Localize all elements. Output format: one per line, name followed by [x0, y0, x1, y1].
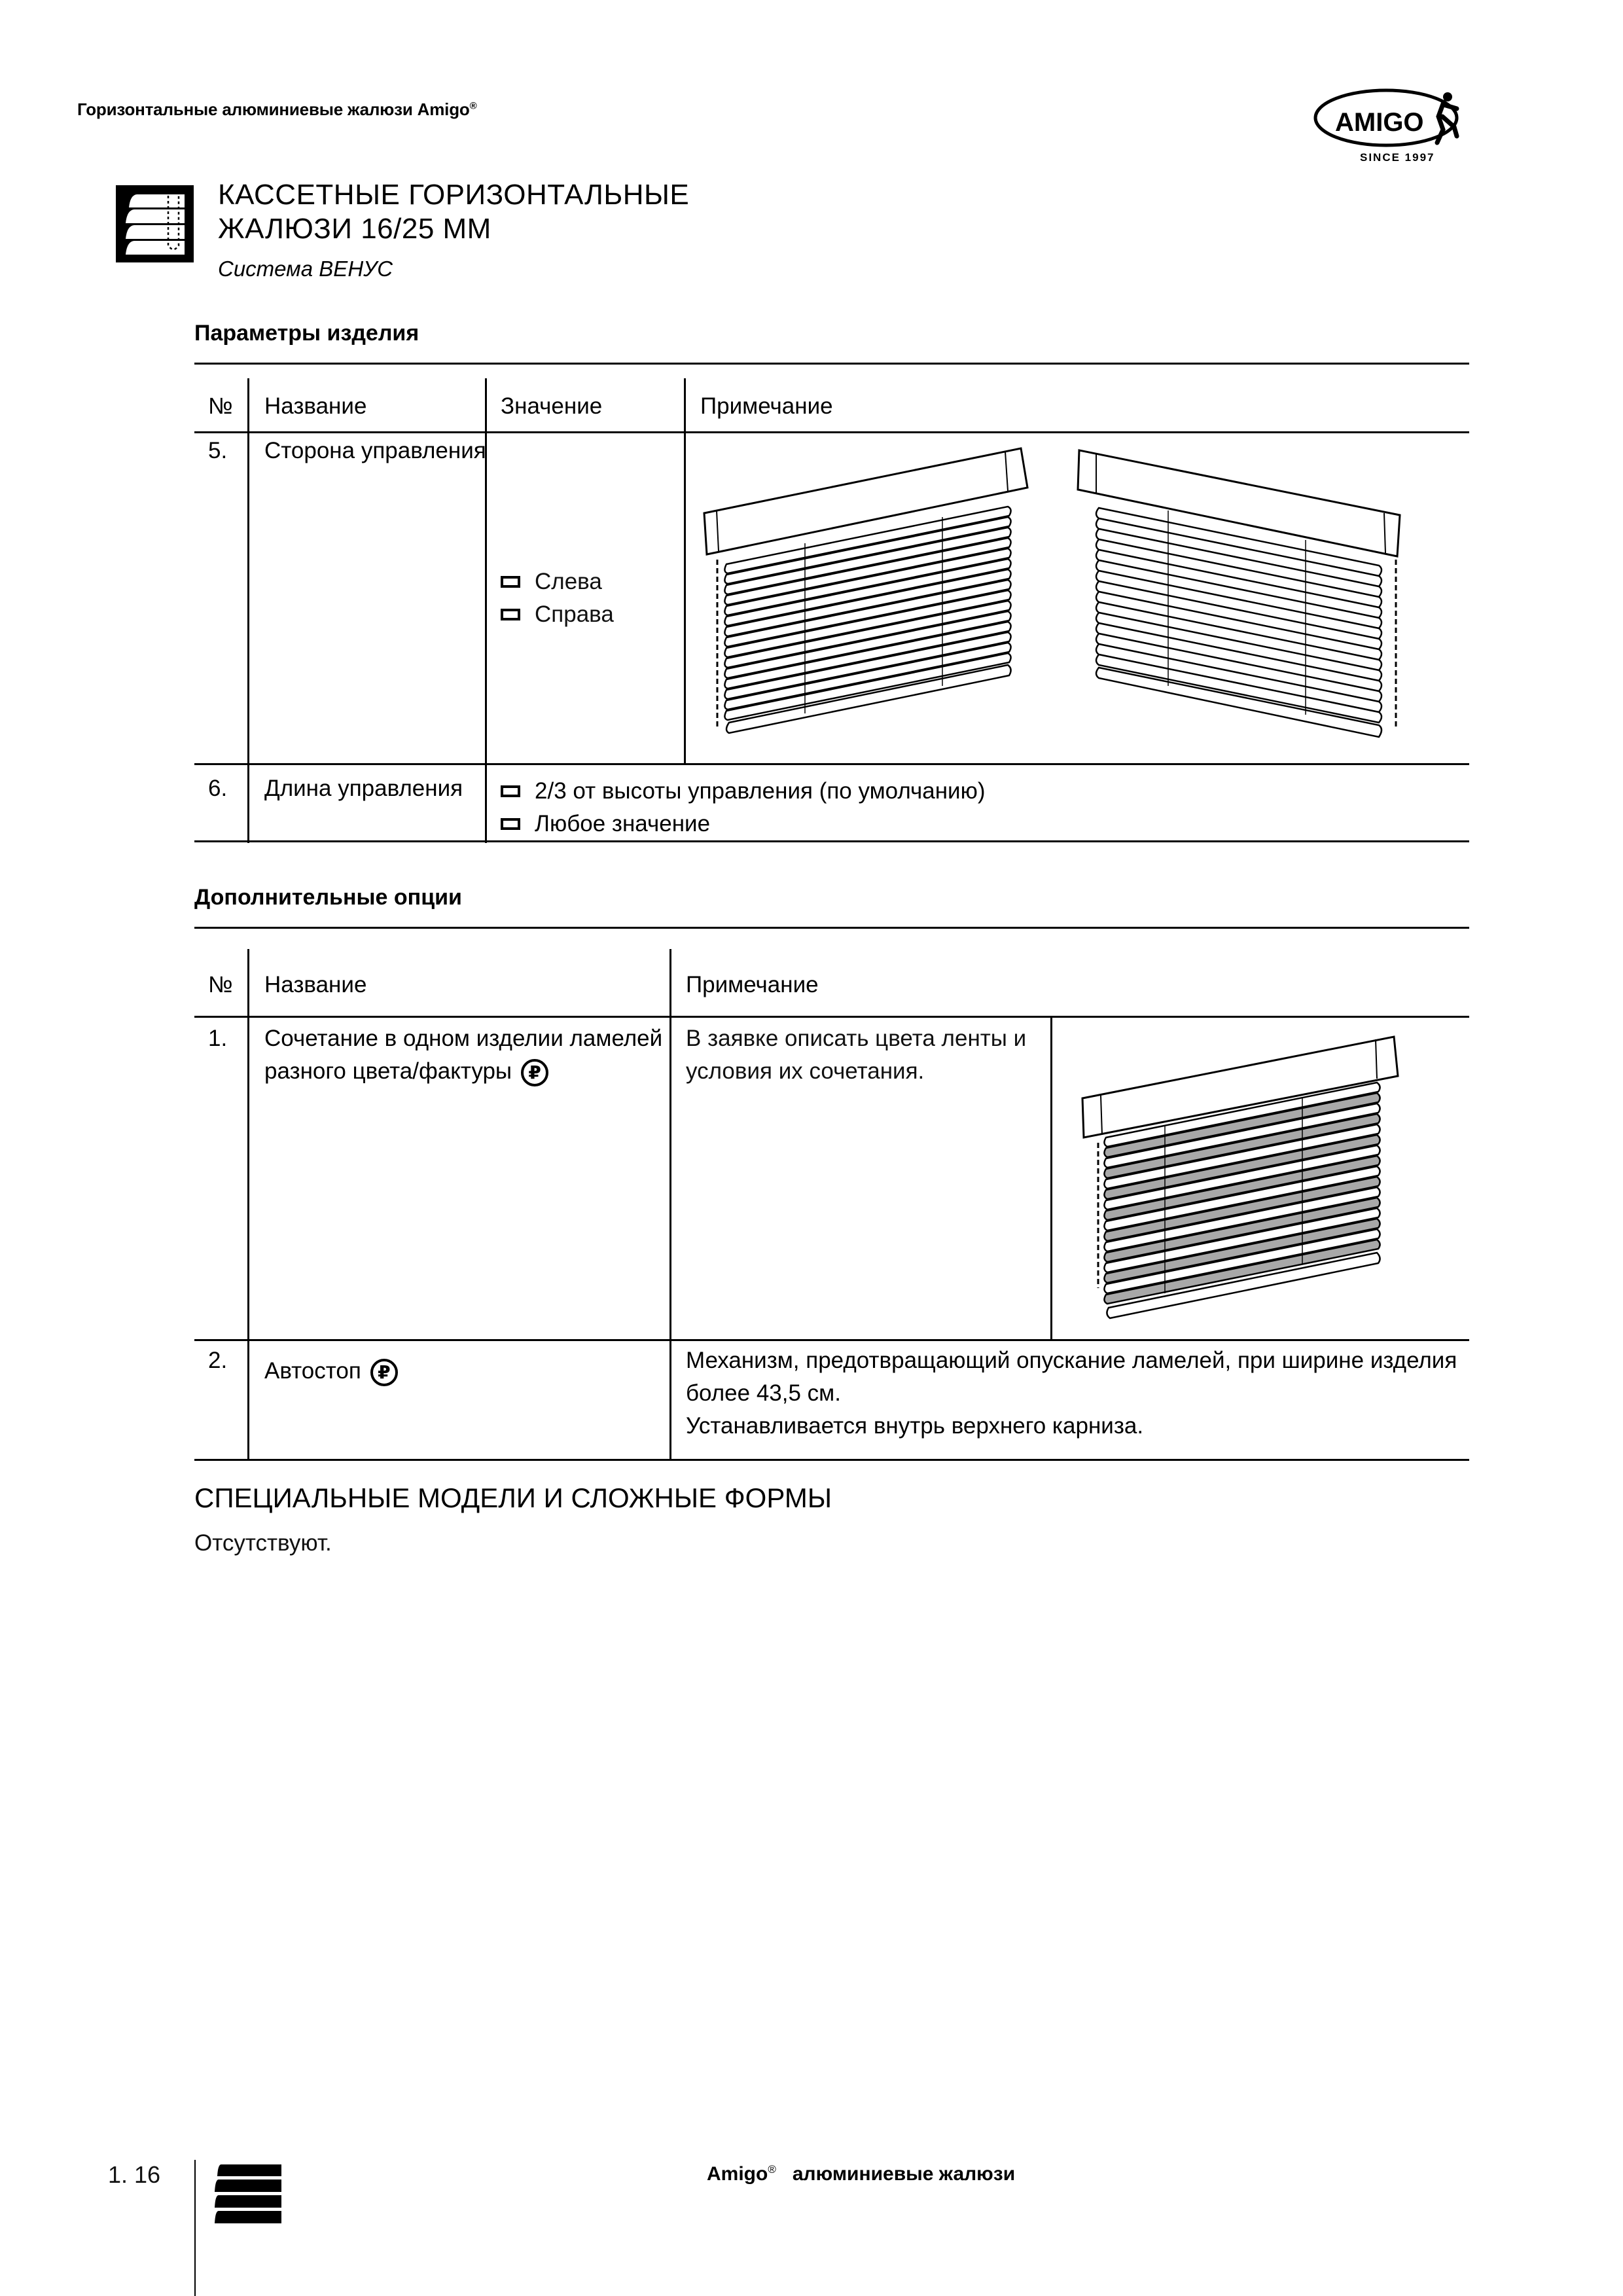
col-header-number: №: [208, 972, 233, 997]
option-any-value[interactable]: [501, 808, 986, 840]
col-divider-2: [669, 949, 671, 1461]
parameters-heading: Параметры изделия: [194, 321, 419, 346]
row-name: [264, 1022, 662, 1088]
document-subtitle: Система ВЕНУС: [218, 257, 393, 281]
running-header: [77, 99, 476, 120]
row-name-line-2: разного цвета/фактуры: [264, 1058, 512, 1084]
checkbox[interactable]: [501, 785, 520, 797]
row-number: 2.: [208, 1348, 228, 1373]
option-label: Справа: [535, 601, 614, 627]
checkbox[interactable]: [501, 818, 520, 830]
registered-mark: ®: [768, 2163, 776, 2176]
footer-brand: Amigo: [707, 2163, 768, 2185]
checkbox[interactable]: [501, 609, 520, 620]
col-header-value: Значение: [501, 393, 603, 419]
row-number: 5.: [208, 438, 228, 463]
parameters-top-rule: [194, 363, 1469, 365]
option-right[interactable]: [501, 598, 614, 631]
parameters-header-rule: [194, 431, 1469, 433]
registered-mark: ®: [469, 100, 477, 112]
col-header-note: Примечание: [700, 393, 833, 419]
option-label: Слева: [535, 569, 602, 594]
row-number: 1.: [208, 1026, 228, 1051]
col-divider-image: [1050, 1016, 1052, 1340]
ruble-price-icon: ₽: [521, 1059, 548, 1086]
col-header-name: Название: [264, 393, 367, 419]
footer-divider: [194, 2160, 196, 2296]
page-number: 1. 16: [108, 2161, 161, 2188]
option-two-thirds[interactable]: [501, 775, 986, 808]
options-heading: Дополнительные опции: [194, 885, 462, 910]
col-divider-1: [247, 949, 249, 1461]
amigo-logo: [1309, 77, 1472, 169]
row-name: Сторона управления: [264, 438, 486, 463]
horizontal-blinds-icon: [116, 185, 194, 262]
control-side-options: [501, 565, 614, 631]
row-name-text: Автостоп: [264, 1358, 361, 1384]
row-name: [264, 1355, 398, 1388]
blinds-section-icon: [215, 2163, 281, 2223]
logo-brand-text: AMIGO: [1335, 108, 1424, 137]
special-models-heading: СПЕЦИАЛЬНЫЕ МОДЕЛИ И СЛОЖНЫЕ ФОРМЫ: [194, 1482, 832, 1513]
row-number: 6.: [208, 776, 228, 801]
row-note: [686, 1022, 1026, 1088]
blind-control-left-illustration: [700, 445, 1041, 756]
title-line-2: ЖАЛЮЗИ 16/25 ММ: [218, 213, 491, 245]
options-bottom-rule: [194, 1459, 1469, 1461]
title-line-1: КАССЕТНЫЕ ГОРИЗОНТАЛЬНЫЕ: [218, 179, 690, 211]
logo-tagline: SINCE 1997: [1360, 151, 1435, 164]
checkbox[interactable]: [501, 576, 520, 588]
running-header-text: Горизонтальные алюминиевые жалюзи Amigo: [77, 99, 470, 119]
footer-text: алюминиевые жалюзи: [792, 2163, 1016, 2185]
control-length-options: [501, 775, 986, 840]
options-header-rule: [194, 1016, 1469, 1018]
col-header-name: Название: [264, 972, 367, 997]
row-note-line-2: условия их сочетания.: [686, 1058, 925, 1084]
row-5-bottom-rule: [194, 763, 1469, 765]
row-note: [686, 1344, 1457, 1443]
option-label: Любое значение: [535, 811, 711, 836]
option-row-1-bottom-rule: [194, 1339, 1469, 1341]
row-name: Длина управления: [264, 776, 463, 801]
special-models-text: Отсутствуют.: [194, 1530, 332, 1556]
col-divider-1: [247, 378, 249, 843]
row-note-line-1: В заявке описать цвета ленты и: [686, 1026, 1027, 1051]
col-header-number: №: [208, 393, 233, 419]
row-note-line-2: более 43,5 см.: [686, 1380, 841, 1406]
blind-control-right-illustration: [1077, 445, 1417, 756]
col-header-note: Примечание: [686, 972, 819, 997]
footer-brand-line: [707, 2163, 1015, 2185]
col-divider-3: [684, 378, 686, 764]
row-name-line-1: Сочетание в одном изделии ламелей: [264, 1026, 663, 1051]
option-left[interactable]: [501, 565, 614, 598]
options-top-rule: [194, 927, 1469, 929]
parameters-bottom-rule: [194, 840, 1469, 842]
ruble-price-icon: ₽: [370, 1359, 398, 1386]
two-color-slats-illustration: [1080, 1034, 1420, 1332]
document-title: [218, 178, 689, 246]
row-note-line-3: Устанавливается внутрь верхнего карниза.: [686, 1413, 1144, 1439]
row-note-line-1: Механизм, предотвращающий опускание ламелей, при ширине изделия: [686, 1348, 1457, 1373]
option-label: 2/3 от высоты управления (по умолчанию): [535, 778, 986, 804]
